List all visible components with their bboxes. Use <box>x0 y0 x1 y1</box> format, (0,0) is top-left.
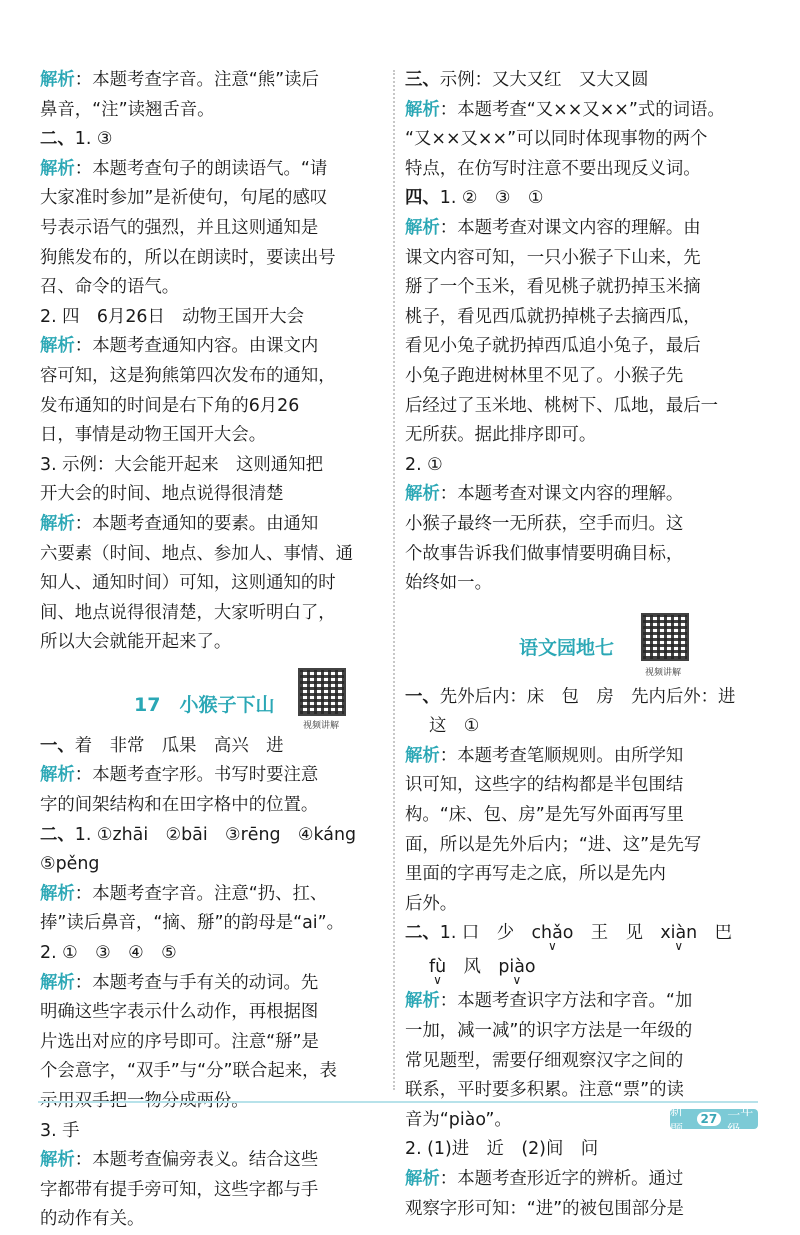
analysis-label: 解析 ： <box>40 973 92 993</box>
analysis-label: 解析 ： <box>405 218 457 238</box>
analysis-label: 解析 ： <box>40 514 92 534</box>
section-number: 一、 <box>40 735 75 756</box>
check-mark-icon: ∨ <box>512 973 522 988</box>
analysis-text: 间、地点说得很清楚，大家听明白了， <box>40 602 336 623</box>
answer-line: 二、1. 口 少 chǎo ∨ 王 见 xiàn ∨ 巴 <box>405 919 740 953</box>
section-heading <box>405 599 740 683</box>
analysis-text: 联系，平时要多积累。注意“票”的读 <box>405 1080 684 1101</box>
check-mark-icon: ∨ <box>548 939 557 954</box>
analysis-text: 捧”读后鼻音，“摘、掰”的韵母是“ai”。 <box>40 913 345 934</box>
analysis-text: 狗熊发布的，所以在朗读时，要读出号 <box>40 247 336 268</box>
analysis-text: 片选出对应的序号即可。注意“掰”是 <box>40 1031 319 1052</box>
answer-line: 1. ② ③ ① <box>439 188 544 209</box>
answer-line: 先外后内：床 包 房 先内后外：进 <box>439 686 736 707</box>
section-number: 二、 <box>40 129 75 150</box>
page-number-badge <box>670 1104 758 1138</box>
analysis-text: 六要素（时间、地点、参加人、事情、通 <box>40 543 354 564</box>
analysis-label: 解析 ： <box>40 1150 92 1170</box>
analysis-text: 发布通知的时间是右下角的6月26 <box>40 395 300 416</box>
analysis-text: 召、命令的语气。 <box>40 277 180 298</box>
analysis-text: 小兔子跑进树林里不见了。小猴子先 <box>405 365 684 386</box>
analysis-text: 大家准时参加”是祈使句，句尾的感叹 <box>40 188 328 209</box>
analysis-text: 后外。 <box>405 893 458 914</box>
check-mark-icon: ∨ <box>674 939 684 954</box>
analysis-text: 本题考查偏旁表义。结合这些 <box>92 1150 319 1171</box>
analysis-text: 本题考查通知内容。由课文内 <box>92 336 319 357</box>
lesson-title: 17 小猴子下山 <box>134 693 275 716</box>
footer-right-text: 二年级 <box>727 1104 754 1138</box>
analysis-text: 看见小兔子就扔掉西瓜追小兔子，最后 <box>405 336 701 357</box>
analysis-label: 解析 ： <box>40 884 92 904</box>
analysis-text: 鼻音，“注”读翘舌音。 <box>40 99 215 120</box>
analysis-label: 解析 ： <box>405 100 457 120</box>
analysis-text: 后经过了玉米地、桃树下、瓜地，最后一 <box>405 395 719 416</box>
analysis-text: 的动作有关。 <box>40 1209 145 1230</box>
analysis-text: 课文内容可知，一只小猴子下山来，先 <box>405 247 701 268</box>
answer-line: 3. 手 <box>40 1120 80 1141</box>
analysis-text: 面，所以是先外后内；“进、这”是先写 <box>405 834 702 855</box>
section-title: 语文园地七 <box>519 636 615 659</box>
answer-line: fù ∨ 风 piào ∨ <box>405 953 740 987</box>
answer-line: 1. ③ <box>74 129 113 150</box>
analysis-text: 明确这些字表示什么动作，再根据图 <box>40 1002 319 1023</box>
analysis-text: 日，事情是动物王国开大会。 <box>40 425 267 446</box>
qr-caption: 视频讲解 <box>645 667 682 678</box>
footer-left-text: 新题 <box>670 1104 684 1138</box>
analysis-text: 一加，减一减”的识字方法是一年级的 <box>405 1021 693 1042</box>
analysis-text: 示用双手把一物分成两份。 <box>40 1091 249 1111</box>
footer-rule <box>38 1101 758 1103</box>
answer-line: 开大会的时间、地点说得很清楚 <box>40 484 284 505</box>
analysis-text: 桃子，看见西瓜就扔掉桃子去摘西瓜， <box>405 306 701 327</box>
qr-caption: 视频讲解 <box>303 720 340 731</box>
analysis-text: 小猴子最终一无所获，空手而归。这 <box>405 513 684 534</box>
section-number: 四、 <box>405 188 440 209</box>
section-number: 三、 <box>405 70 440 90</box>
section-number: 一、 <box>405 686 440 707</box>
analysis-text: 本题考查对课文内容的理解。 <box>457 484 684 505</box>
analysis-text: 本题考查“又××又××”式的词语。 <box>457 99 725 120</box>
analysis-text: “又××又××”可以同时体现事物的两个 <box>405 129 708 150</box>
analysis-text: 字的间架结构和在田字格中的位置。 <box>40 795 319 816</box>
analysis-label: 解析 ： <box>40 336 92 356</box>
analysis-text: 掰了一个玉米，看见桃子就扔掉玉米摘 <box>405 277 701 298</box>
analysis-label: 解析 ： <box>40 765 92 785</box>
right-column <box>405 66 740 1224</box>
pinyin-answer: piào ∨ <box>498 957 536 988</box>
analysis-text: 里面的字再写走之底，所以是先内 <box>405 864 666 885</box>
analysis-label: 解析 ： <box>405 991 457 1011</box>
lesson-heading <box>40 658 385 732</box>
analysis-text: 识可知，这些字的结构都是半包围结 <box>405 775 684 796</box>
analysis-text: 无所获。据此排序即可。 <box>405 425 597 446</box>
analysis-text: 容可知，这是狗熊第四次发布的通知， <box>40 365 336 386</box>
analysis-text: 本题考查对课文内容的理解。由 <box>457 217 701 238</box>
pinyin-answer: fù ∨ <box>429 957 447 988</box>
analysis-text: 知人、通知时间）可知，这则通知的时 <box>40 573 336 594</box>
analysis-text: 本题考查字形。书写时要注意 <box>92 765 319 786</box>
pinyin-answer: xiàn ∨ <box>660 923 698 954</box>
analysis-text: 观察字形可知：“进”的被包围部分是 <box>405 1198 684 1219</box>
analysis-text: 音为“piào”。 <box>405 1109 512 1130</box>
answer-line: ⑤pěng <box>40 854 100 875</box>
analysis-text: 本题考查字音。注意“扔、扛、 <box>92 883 328 904</box>
answer-line: 2. ① ③ ④ ⑤ <box>40 943 177 964</box>
analysis-text: 本题考查形近字的辨析。通过 <box>457 1169 684 1189</box>
analysis-text: 本题考查与手有关的动词。先 <box>92 972 319 993</box>
analysis-text: 字都带有提手旁可知，这些字都与手 <box>40 1179 319 1200</box>
answer-line: 3. 示例：大会能开起来 这则通知把 <box>40 454 323 475</box>
analysis-label: 解析 ： <box>40 159 92 179</box>
section-number: 二、 <box>40 824 75 845</box>
analysis-text: 始终如一。 <box>405 573 492 594</box>
analysis-text: 特点，在仿写时注意不要出现反义词。 <box>405 158 701 179</box>
analysis-text: 所以大会就能开起来了。 <box>40 632 232 653</box>
page-number: 27 <box>697 1112 722 1126</box>
analysis-text: 本题考查句子的朗读语气。“请 <box>92 158 328 179</box>
analysis-label: 解析 ： <box>405 746 457 766</box>
analysis-text: 本题考查通知的要素。由通知 <box>92 513 319 534</box>
answer-line: 2. ① <box>405 454 443 475</box>
analysis-text: 本题考查笔顺规则。由所学知 <box>457 745 684 766</box>
answer-line: 着 非常 瓜果 高兴 进 <box>74 735 284 756</box>
analysis-text: 个会意字，“双手”与“分”联合起来，表 <box>40 1061 337 1082</box>
qr-code-icon[interactable] <box>298 668 346 716</box>
answer-line: 2. 四 6月26日 动物王国开大会 <box>40 306 305 327</box>
analysis-text: 本题考查识字方法和字音。“加 <box>457 991 693 1012</box>
qr-code-icon[interactable] <box>641 613 689 661</box>
section-number: 二、 <box>405 923 440 944</box>
analysis-label: 解析 ： <box>405 1169 457 1189</box>
analysis-text: 本题考查字音。注意“熊”读后 <box>92 70 319 90</box>
analysis-label: 解析 ： <box>405 484 457 504</box>
analysis-text: 个故事告诉我们做事情要明确目标， <box>405 543 684 564</box>
answer-line: 2. (1)进 近 (2)间 问 <box>405 1139 599 1160</box>
answer-line: 示例：又大又红 又大又圆 <box>439 70 649 90</box>
analysis-text: 号表示语气的强烈，并且这则通知是 <box>40 217 319 238</box>
column-divider <box>393 70 395 1090</box>
analysis-label: 解析 ： <box>40 70 92 90</box>
analysis-text: 构。“床、包、房”是先写外面再写里 <box>405 805 684 826</box>
answer-line: 1. ①zhāi ②bāi ③rēng ④káng <box>74 824 357 845</box>
pinyin-answer: chǎo ∨ <box>531 923 574 954</box>
answer-line: 这 ① <box>429 716 480 737</box>
check-mark-icon: ∨ <box>433 973 442 988</box>
left-column <box>40 66 385 1235</box>
analysis-text: 常见题型，需要仔细观察汉字之间的 <box>405 1050 684 1071</box>
